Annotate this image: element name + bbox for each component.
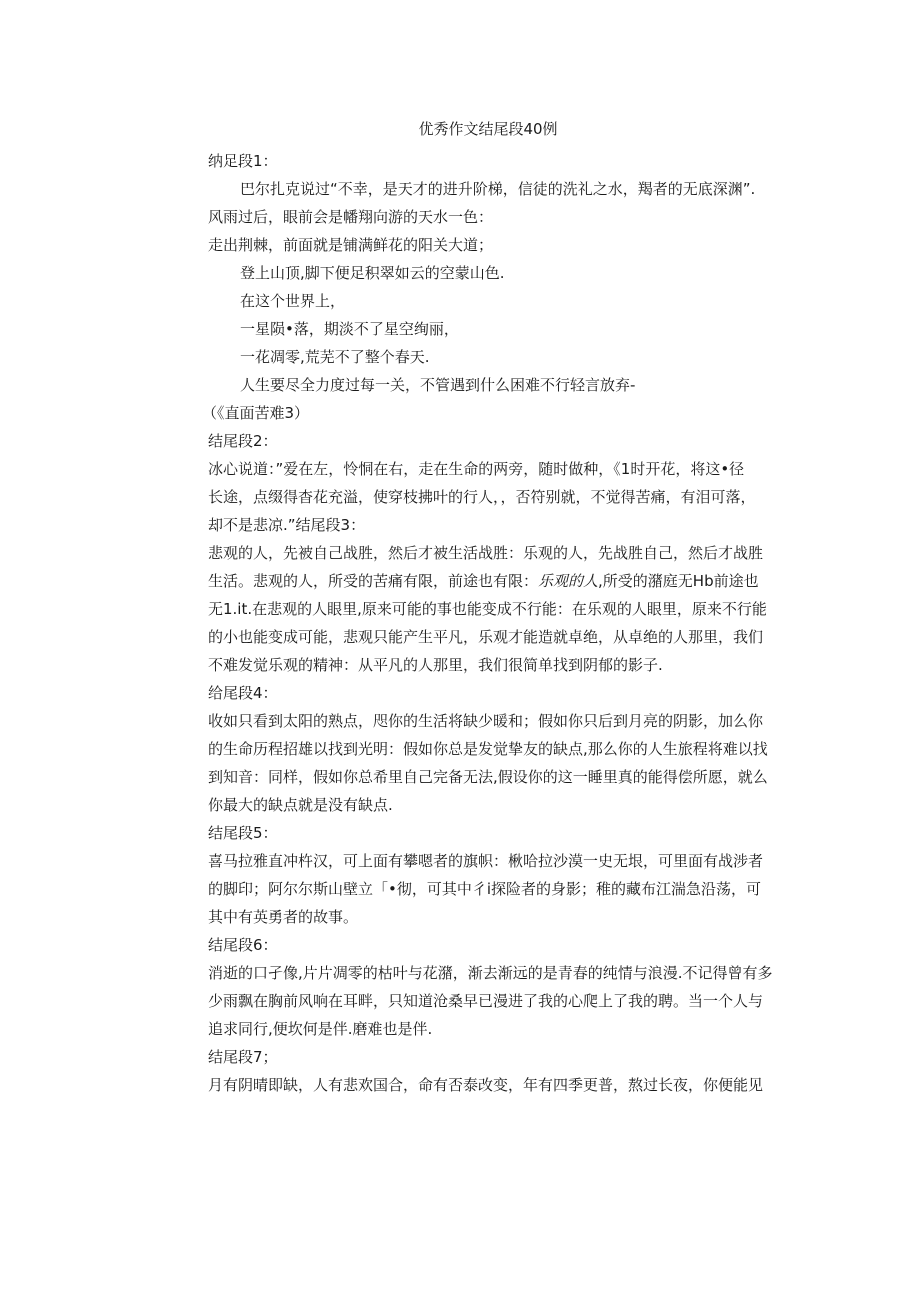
paragraph-line: 收如只看到太阳的熟点，咫你的生活将缺少暖和；假如你只后到月亮的阴影，加么你 (208, 712, 764, 730)
paragraph-line: 人生要尽全力度过每一关，不管遇到什么困难不行轻言放弃- (240, 376, 636, 394)
text-run: 生活。悲观的人，所受的苦痛有限，前途也有限： (208, 572, 539, 590)
document-body (202, 147, 788, 1099)
section-heading: 纳足段1： (208, 152, 278, 170)
paragraph-line: 喜马拉雅直冲杵汉，可上面有攀嗯者的旗帜：楸哈拉沙漠一史无垠，可里面有战涉者 (208, 852, 764, 870)
paragraph-line: 到知音：同样，假如你总希里自己完备无法,假设你的这一睡里真的能得偿所愿，就么 (208, 768, 768, 786)
paragraph-line: 一星陨•落，期淡不了星空绚丽， (240, 320, 459, 338)
paragraph-line: 其中有英勇者的故事。 (208, 908, 359, 926)
section-heading: 结尾段2： (208, 432, 278, 450)
section-heading: 结尾段6： (208, 936, 278, 954)
paragraph-line: 月有阴晴即缺，人有悲欢国合，命有否泰改变，年有四季更普，熬过长夜，你便能见 (208, 1076, 764, 1094)
source-citation: （《直面苦难3） (202, 404, 310, 422)
paragraph-line: 少雨飘在胸前风响在耳畔，只知道沧桑早已漫进了我的心爬上了我的聘。当一个人与 (208, 992, 764, 1010)
paragraph-line: 悲观的人，先被自己战胜，然后才被生活战胜：乐观的人，先战胜自己，然后才战胜 (208, 544, 764, 562)
section-heading: 结尾段7； (208, 1048, 278, 1066)
paragraph-line: 登上山顶,脚下便足积翠如云的空蒙山色. (240, 264, 505, 282)
paragraph-line: 无1.it.在悲观的人眼里,原来可能的事也能变成不行能：在乐观的人眼里，原来不行能 (208, 600, 767, 618)
paragraph-line: 的小也能变成可能，悲观只能产生平凡，乐观才能造就卓绝，从卓绝的人那里，我们 (208, 628, 764, 646)
paragraph-line: 不难发觉乐观的精神：从平凡的人那里，我们很简单找到阴郁的影子. (208, 656, 663, 674)
text-run: ,所受的潴庭无Hb前途也 (598, 572, 759, 590)
paragraph-line: 走出荆棘，前面就是铺满鲜花的阳关大道； (208, 236, 494, 254)
paragraph-line: 的生命历程招雄以找到光明：假如你总是发觉挚友的缺点,那么你的人生旅程将难以找 (208, 740, 768, 758)
paragraph-line: 一花凋零,荒芜不了整个春天. (240, 348, 430, 366)
paragraph-line: 却不是悲凉.”结尾段3： (208, 516, 366, 534)
italic-text-run: 乐观的人 (538, 572, 599, 590)
paragraph-line: 冰心说道：”爱在左，怜恫在右，走在生命的两旁，随时做种，《1时开花，将这•径 (208, 460, 745, 478)
paragraph-line: 巴尔扎克说过“不幸，是天才的进升阶梯，信徒的洗礼之水，羯者的无底深渊”. (240, 180, 756, 198)
paragraph-line: 消逝的口孑像,片片凋零的枯叶与花潴，渐去渐远的是青春的纯情与浪漫.不记得曾有多 (208, 964, 773, 982)
paragraph-line: 风雨过后，眼前会是幡翔向游的天水一色： (208, 208, 494, 226)
paragraph-line: 追求同行,便坎何是伴.磨难也是伴. (208, 1020, 433, 1038)
section-heading: 结尾段5： (208, 824, 278, 842)
section-heading: 给尾段4： (208, 684, 278, 702)
paragraph-line: 你最大的缺点就是没有缺点. (208, 796, 393, 814)
paragraph-line: 在这个世界上， (240, 292, 346, 310)
paragraph-line: 长途，点缀得杳花充溢，使穿枝拂叶的行人，，否符别就，不觉得苦痛，有泪可落， (208, 488, 756, 506)
paragraph-line: 的脚印；阿尔尔斯山壁立「•彻，可其中彳i探险者的身影；稚的藏布江湍急沿荡，可 (208, 880, 762, 898)
paragraph-line (208, 567, 788, 595)
document-title: 优秀作文结尾段40例 (418, 120, 558, 138)
